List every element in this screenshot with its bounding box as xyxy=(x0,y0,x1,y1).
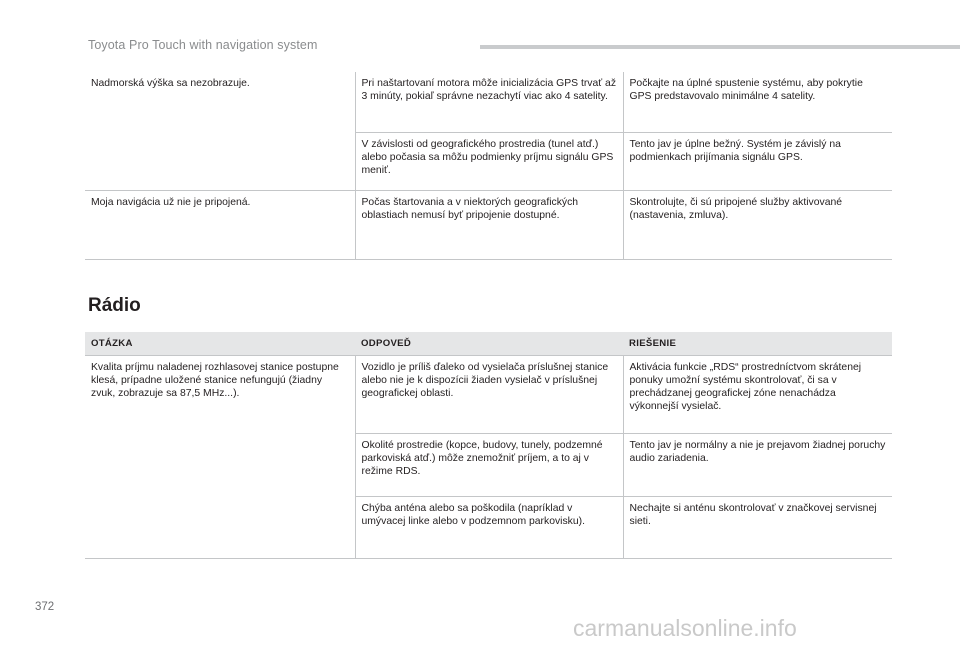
column-header-solution: RIEŠENIE xyxy=(623,332,892,356)
answer-cell: Pri naštartovaní motora môže inicializácia GPS trvať až 3 minúty, pokiaľ správne nezachytí viac ako 4 satelity. xyxy=(355,72,623,132)
answer-cell: Chýba anténa alebo sa poškodila (napríklad v umývacej linke alebo v podzemnom parkovisku). xyxy=(355,497,623,559)
running-header-title: Toyota Pro Touch with navigation system xyxy=(88,38,318,52)
table-row xyxy=(85,190,892,259)
watermark: carmanualsonline.info xyxy=(573,615,797,641)
page-number: 372 xyxy=(35,601,55,613)
answer-cell: Počas štartovania a v niektorých geografických oblastiach nemusí byť pripojenie dostupné. xyxy=(355,190,623,259)
solution-cell: Tento jav je úplne bežný. Systém je závislý na podmienkach prijímania signálu GPS. xyxy=(623,132,892,190)
column-header-answer: ODPOVEĎ xyxy=(355,332,623,356)
question-cell: Nadmorská výška sa nezobrazuje. xyxy=(85,72,355,190)
answer-cell: V závislosti od geografického prostredia (tunel atď.) alebo počasia sa môžu podmienky príjmu signálu GPS meniť. xyxy=(355,132,623,190)
header-bar xyxy=(480,45,960,49)
answer-cell: Okolité prostredie (kopce, budovy, tunely, podzemné parkoviská atď.) môže znemožniť príjem, a to aj v režime RDS. xyxy=(355,434,623,497)
section-title: Rádio xyxy=(88,295,141,316)
radio-troubleshooting-table xyxy=(85,332,892,559)
table-row xyxy=(85,356,892,434)
question-cell: Moja navigácia už nie je pripojená. xyxy=(85,190,355,259)
solution-cell: Aktivácia funkcie „RDS“ prostredníctvom skrátenej ponuky umožní systému skontrolovať, či sa v prechádzanej geografickej zóne nenachádza výkonnejší vysielač. xyxy=(623,356,892,434)
table-header-row xyxy=(85,332,892,356)
solution-cell: Skontrolujte, či sú pripojené služby aktivované (nastavenia, zmluva). xyxy=(623,190,892,259)
question-cell: Kvalita príjmu naladenej rozhlasovej stanice postupne klesá, prípadne uložené stanice nefungujú (žiadny zvuk, zobrazuje sa 87,5 MHz...). xyxy=(85,356,355,559)
answer-cell: Vozidlo je príliš ďaleko od vysielača príslušnej stanice alebo nie je k dispozícii žiaden vysielač v príslušnej geografickej oblasti. xyxy=(355,356,623,434)
gps-troubleshooting-table xyxy=(85,72,892,260)
table-row xyxy=(85,72,892,132)
solution-cell: Nechajte si anténu skontrolovať v značkovej servisnej sieti. xyxy=(623,497,892,559)
column-header-question: OTÁZKA xyxy=(85,332,355,356)
solution-cell: Tento jav je normálny a nie je prejavom žiadnej poruchy audio zariadenia. xyxy=(623,434,892,497)
solution-cell: Počkajte na úplné spustenie systému, aby pokrytie GPS predstavovalo minimálne 4 satelity. xyxy=(623,72,892,132)
